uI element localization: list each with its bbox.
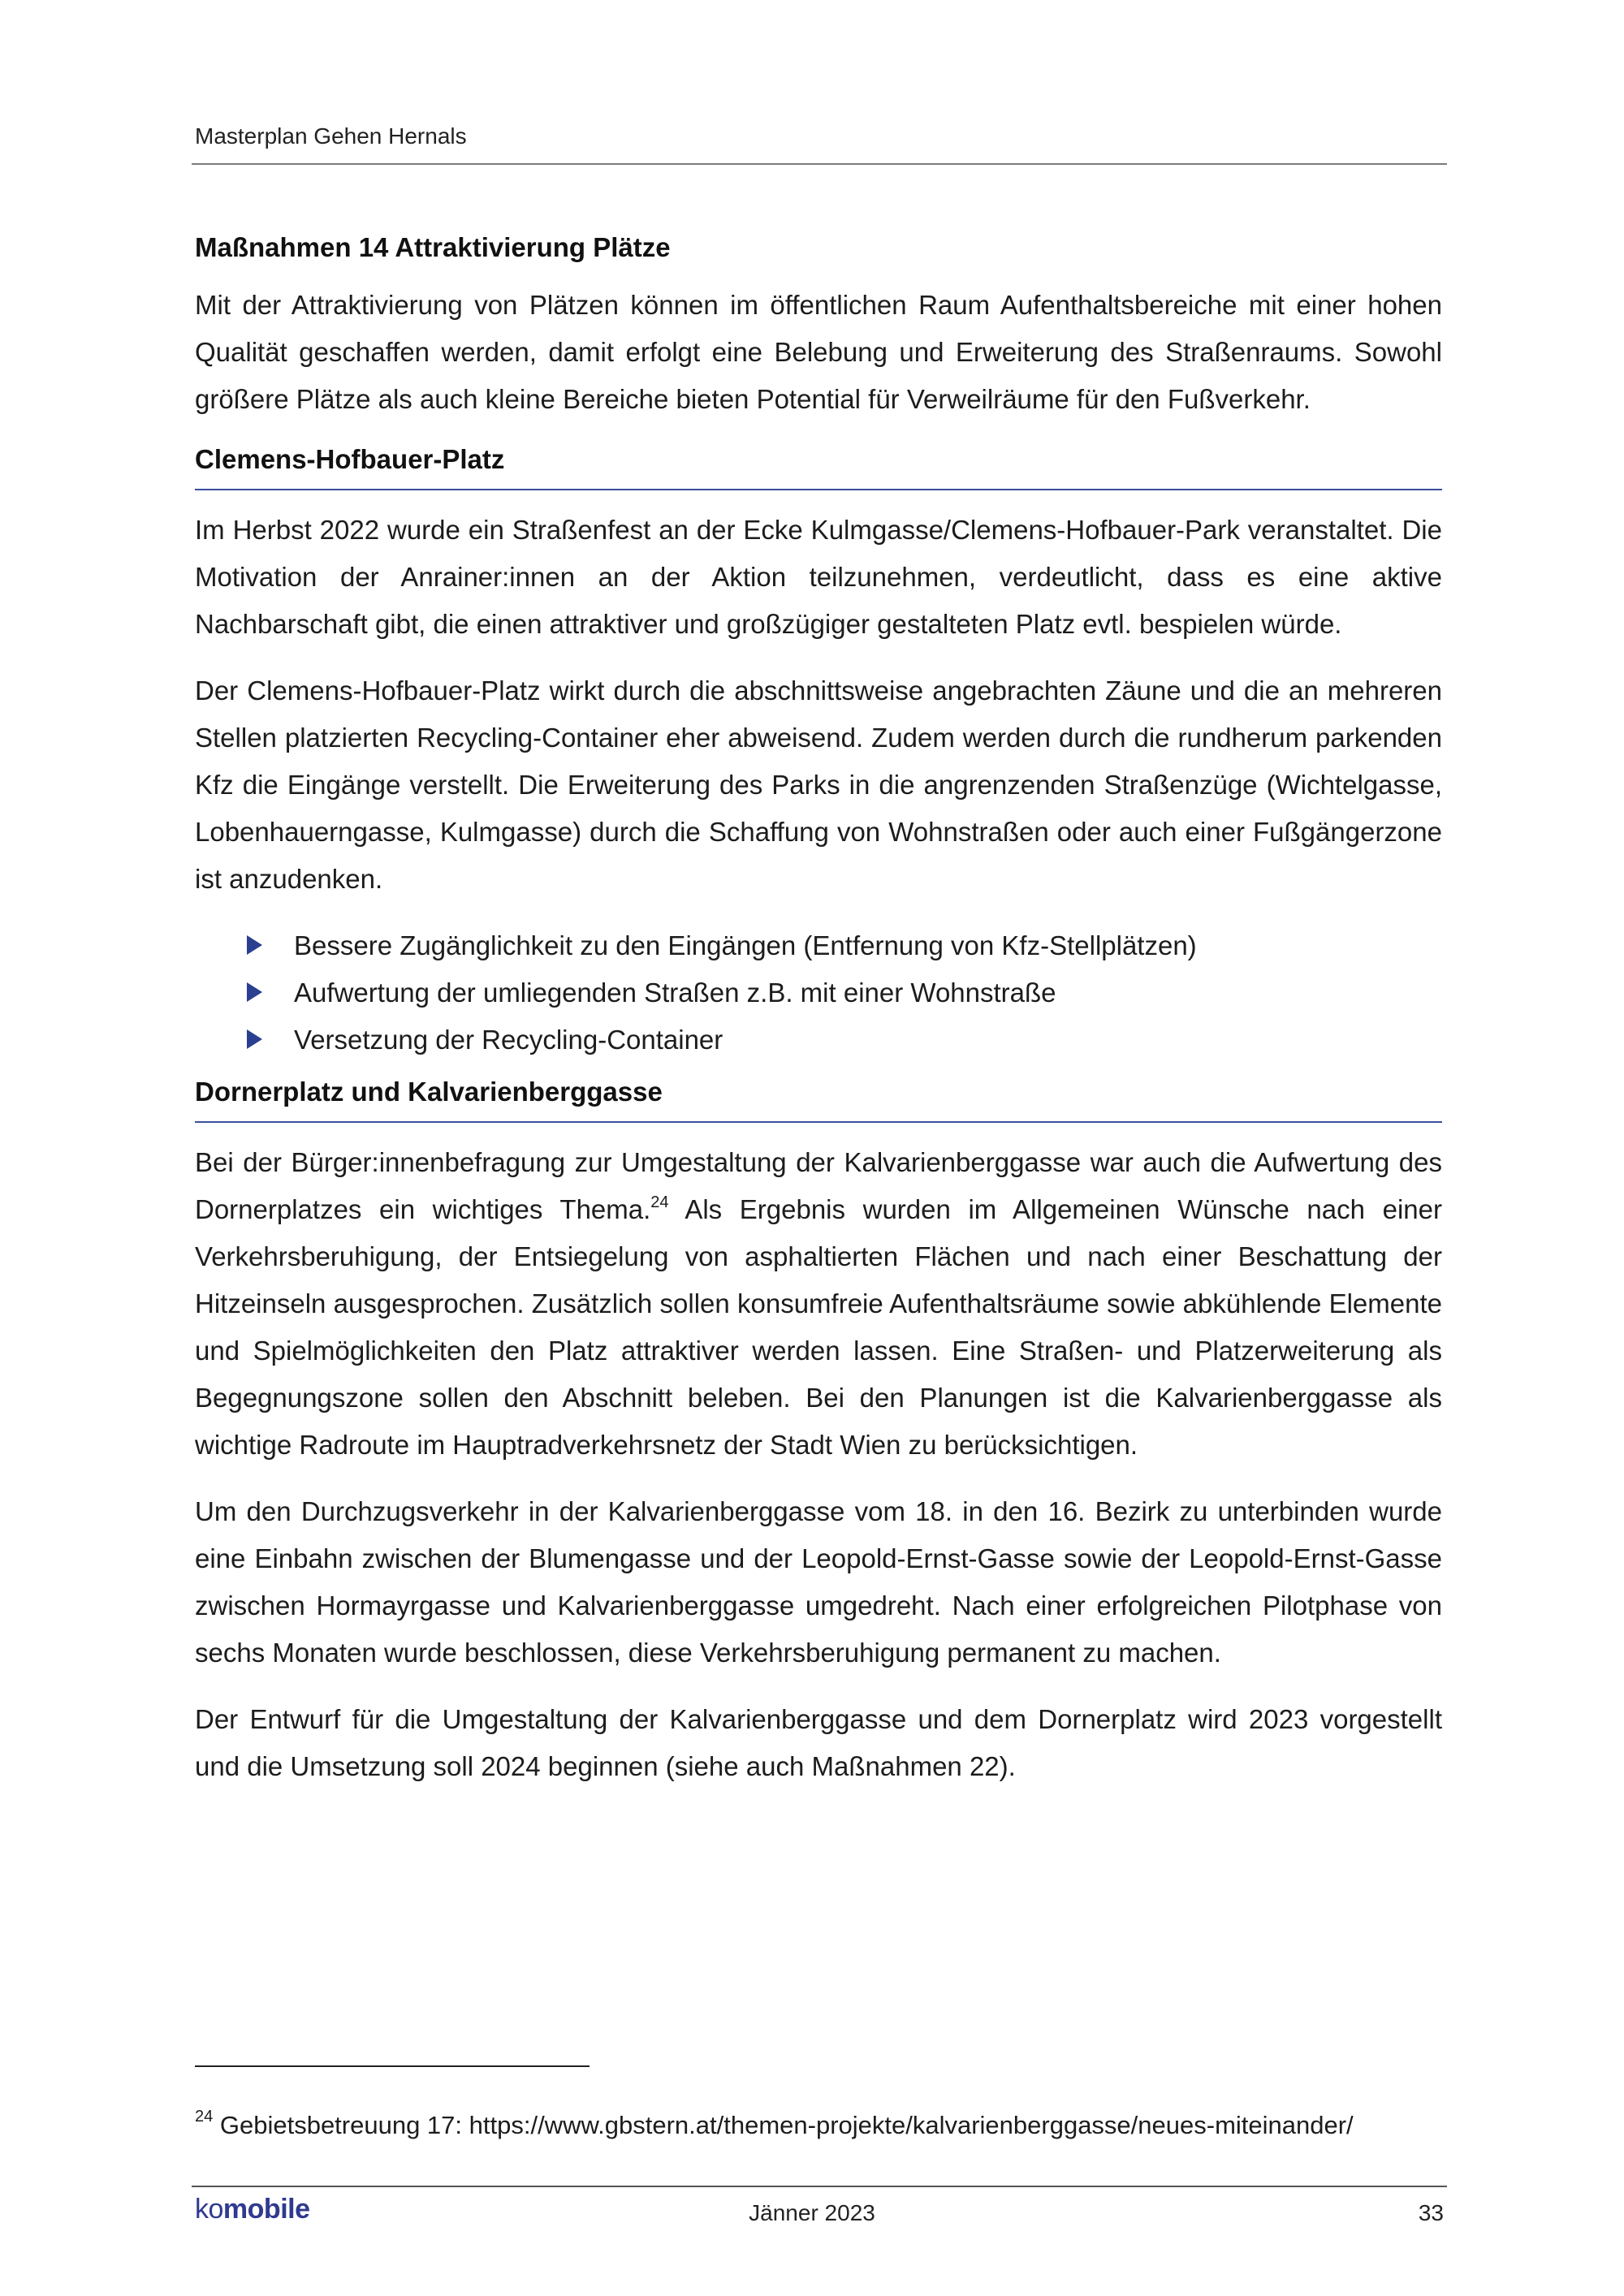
list-item — [195, 1016, 1442, 1064]
footer-divider — [192, 2186, 1447, 2187]
triangle-bullet-icon — [247, 982, 262, 1002]
dorner-paragraph-1-part-b: Als Ergebnis wurden im Allgemeinen Wünsche nach einer Verkehrsberuhigung, der Entsiegelung von asphaltierten Flächen und nach einer Beschattung der Hitzeinseln ausgesprochen. Zusätzlich sollen konsumfreie Aufenthaltsräume sowie abkühlende Elemente und Spielmöglichkeiten den Platz attraktiver werden lassen. Eine Straßen- und Platzerweiterung als Begegnungszone sollen den Abschnitt beleben. Bei den Planungen ist die Kalvarienberggasse als wichtige Radroute im Hauptradverkehrsnetz der Stadt Wien zu berücksichtigen. — [195, 1193, 1442, 1460]
dorner-paragraph-1-part-a: Bei der Bürger:innenbefragung zur Umgestaltung der Kalvarienberggasse war auch die Aufwertung des Dornerplatzes ein wichtiges Thema. — [195, 1146, 1442, 1224]
triangle-bullet-icon — [247, 935, 262, 955]
footnote-number: 24 — [195, 2107, 214, 2126]
clemens-paragraph-1: Im Herbst 2022 wurde ein Straßenfest an der Ecke Kulmgasse/Clemens-Hofbauer-Park veranstaltet. Die Motivation der Anrainer:innen an der Aktion teilzunehmen, verdeutlicht, dass es eine aktive Nachbarschaft gibt, die einen attraktiver und großzügiger gestalteten Platz evtl. bespielen würde. — [195, 514, 1442, 639]
page-number: 33 — [1418, 2200, 1444, 2225]
footer-date: Jänner 2023 — [749, 2200, 875, 2225]
section-heading: Maßnahmen 14 Attraktivierung Plätze — [195, 232, 671, 262]
list-item-text: Bessere Zugänglichkeit zu den Eingängen (Entfernung von Kfz-Stellplätzen) — [294, 930, 1197, 960]
list-item-text: Aufwertung der umliegenden Straßen z.B. mit einer Wohnstraße — [294, 977, 1056, 1008]
dorner-paragraph-3: Der Entwurf für die Umgestaltung der Kalvarienberggasse und dem Dornerplatz wird 2023 vorgestellt und die Umsetzung soll 2024 beginnen (siehe auch Maßnahmen 22). — [195, 1703, 1442, 1781]
clemens-bullet-list — [195, 922, 1442, 1064]
logo-prefix: ko — [195, 2194, 223, 2225]
list-item — [195, 922, 1442, 969]
logo-suffix: mobile — [222, 2194, 310, 2225]
footnote — [195, 2107, 1354, 2140]
clemens-heading: Clemens-Hofbauer-Platz — [195, 442, 1442, 490]
header-divider — [192, 163, 1447, 165]
triangle-bullet-icon — [247, 1029, 262, 1049]
dorner-heading: Dornerplatz und Kalvarienberggasse — [195, 1075, 1442, 1123]
dorner-paragraph-2: Um den Durchzugsverkehr in der Kalvarienberggasse vom 18. in den 16. Bezirk zu unterbinden wurde eine Einbahn zwischen der Blumengasse und der Leopold-Ernst-Gasse sowie der Leopold-Ernst-Gasse zwischen Hormayrgasse und Kalvarienberggasse umgedreht. Nach einer erfolgreichen Pilotphase von sechs Monaten wurde beschlossen, diese Verkehrsberuhigung permanent zu machen. — [195, 1495, 1442, 1668]
list-item-text: Versetzung der Recycling-Container — [294, 1024, 723, 1055]
dorner-paragraph-1 — [195, 1139, 1442, 1469]
footnote-reference[interactable]: 24 — [650, 1193, 669, 1211]
footnote-divider — [195, 2065, 590, 2067]
section-intro-paragraph: Mit der Attraktivierung von Plätzen können im öffentlichen Raum Aufenthaltsbereiche mit einer hohen Qualität geschaffen werden, damit erfolgt eine Belebung und Erweiterung des Straßenraums. Sowohl größere Plätze als auch kleine Bereiche bieten Potential für Verweilräume für den Fußverkehr. — [195, 289, 1442, 414]
footnote-text: Gebietsbetreuung 17: https://www.gbstern.at/themen-projekte/kalvarienberggasse/neues-miteinander/ — [213, 2111, 1354, 2139]
clemens-paragraph-2: Der Clemens-Hofbauer-Platz wirkt durch die abschnittsweise angebrachten Zäune und die an mehreren Stellen platzierten Recycling-Container eher abweisend. Zudem werden durch die rundherum parkenden Kfz die Eingänge verstellt. Die Erweiterung des Parks in die angrenzenden Straßenzüge (Wichtelgasse, Lobenhauerngasse, Kulmgasse) durch die Schaffung von Wohnstraßen oder auch einer Fußgängerzone ist anzudenken. — [195, 675, 1442, 894]
page-content — [195, 231, 1442, 1810]
list-item — [195, 969, 1442, 1016]
page-header-title: Masterplan Gehen Hernals — [195, 123, 467, 149]
